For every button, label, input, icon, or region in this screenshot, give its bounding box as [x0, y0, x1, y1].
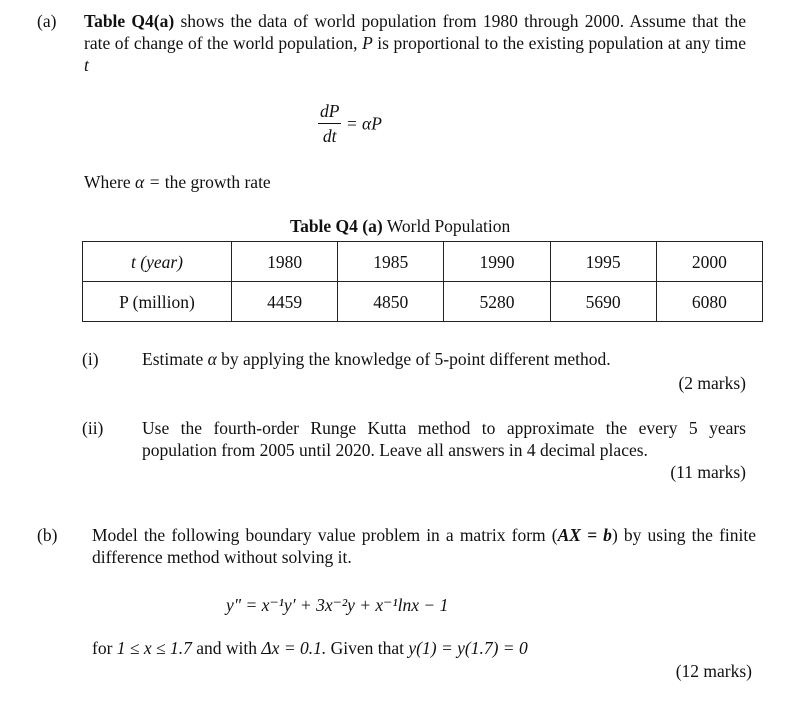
- table-row: [83, 242, 763, 282]
- table-cell: 1995: [550, 242, 656, 282]
- intro-text-2: is proportional to the existing population at any time: [372, 33, 746, 53]
- where-text: Where: [84, 172, 136, 192]
- intro-var-t: t: [84, 55, 89, 75]
- table-caption: [290, 215, 510, 237]
- fraction-numerator: dP: [320, 101, 340, 121]
- intro-text: shows the data of world population from 1980 through 2000. Assume that the rate of change of the world population,: [84, 11, 747, 53]
- table-cell: 1990: [444, 242, 550, 282]
- question-i-marks: (2 marks): [678, 373, 746, 393]
- part-b-marks: (12 marks): [675, 661, 752, 681]
- part-b-intro: Model the following boundary value problem in a matrix form (AX = b) by using the finite difference method without solving it.: [92, 525, 757, 567]
- boundary-condition: for 1 ≤ x ≤ 1.7 and with Δx = 0.1. Given that y(1) = y(1.7) = 0: [92, 638, 528, 658]
- table-cell: 2000: [656, 242, 762, 282]
- question-i-text: Estimate α by applying the knowledge of 5-point different method.: [142, 349, 611, 369]
- part-b-label: (b): [37, 525, 58, 545]
- intro-var-p: P: [362, 33, 373, 53]
- part-a-label: (a): [37, 11, 57, 31]
- derivative-fraction: [318, 100, 341, 147]
- question-ii-number: (ii): [82, 418, 104, 438]
- table-cell: 4459: [232, 282, 338, 322]
- table-row: [83, 282, 763, 322]
- table-caption-rest: World Population: [382, 216, 511, 236]
- fraction-bar: [318, 123, 341, 124]
- part-a-intro: [84, 10, 746, 76]
- question-ii-marks: (11 marks): [670, 462, 746, 482]
- table-cell: 5690: [550, 282, 656, 322]
- row-header-population: P (million): [83, 282, 232, 322]
- table-cell: 5280: [444, 282, 550, 322]
- where-line: [84, 171, 271, 193]
- table-cell: 1980: [232, 242, 338, 282]
- question-ii-text: Use the fourth-order Runge Kutta method to approximate the every 5 years population from 2005 until 2020. Leave all answers in 4 decimal places.: [142, 418, 746, 460]
- intro-bold: Table Q4(a): [84, 11, 175, 31]
- where-rest: the growth rate: [164, 172, 271, 192]
- population-table: [82, 241, 763, 322]
- equation-rhs: = αP: [345, 113, 382, 134]
- fraction-denominator: dt: [322, 126, 337, 146]
- growth-equation: [318, 100, 382, 147]
- table-cell: 6080: [656, 282, 762, 322]
- table-cell: 4850: [338, 282, 444, 322]
- table-cell: 1985: [338, 242, 444, 282]
- where-math: α =: [135, 172, 165, 192]
- table-caption-bold: Table Q4 (a): [290, 216, 383, 236]
- row-header-year: t (year): [83, 242, 232, 282]
- question-i-number: (i): [82, 349, 99, 369]
- bvp-equation: y" = x⁻¹y′ + 3x⁻²y + x⁻¹lnx − 1: [226, 595, 449, 615]
